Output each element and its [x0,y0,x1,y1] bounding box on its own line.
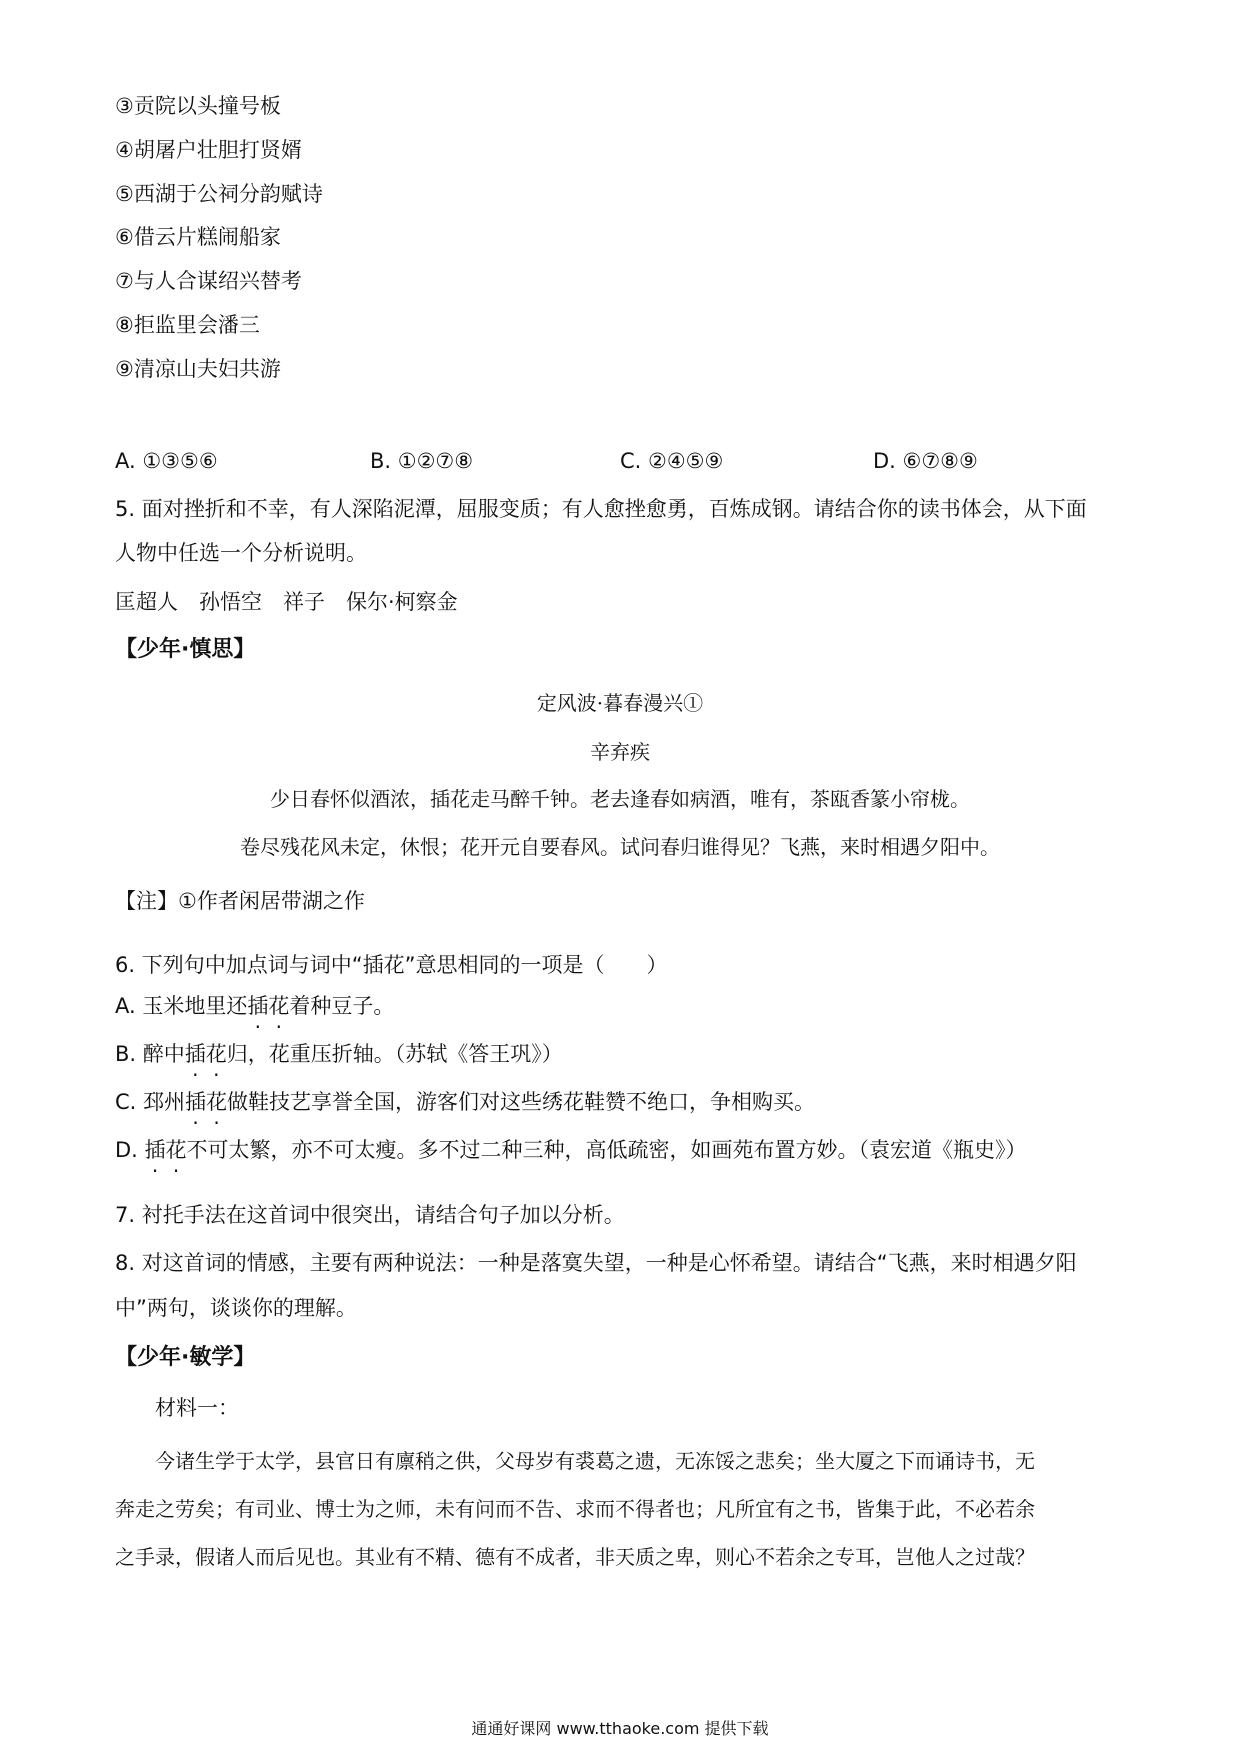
list-item: ⑤西湖于公祠分韵赋诗 [115,182,323,206]
list-item: ⑧拒监里会潘三 [115,313,260,337]
question-6-option-b[interactable] [115,1039,1130,1069]
dotted-word: 插 [184,1042,206,1066]
option-text: 做鞋技艺享誉全国，游客们对这些绣花鞋赞不绝口，争相购买。 [227,1090,816,1114]
dotted-word: 花 [165,1138,187,1162]
question-7: 7. 衬托手法在这首词中很突出，请结合句子加以分析。 [115,1203,625,1227]
dotted-word: 插 [247,994,269,1018]
option-text: A. 玉米地里还 [115,994,248,1018]
poem-line-1: 少日春怀似酒浓，插花走马醉千钟。老去逢春如病酒，唯有，茶瓯香篆小帘栊。 [270,787,970,811]
option-text: B. 醉中 [115,1042,185,1066]
question-5-line-1: 5. 面对挫折和不幸，有人深陷泥潭，屈服变质；有人愈挫愈勇，百炼成钢。请结合你的读书体会，从下面 [115,497,1087,521]
poem-line-2: 卷尽残花风未定，休恨；花开元自要春风。试问春归谁得见？飞燕，来时相遇夕阳中。 [240,835,1000,859]
material-label: 材料一： [155,1396,239,1420]
option-d[interactable]: D. ⑥⑦⑧⑨ [873,449,978,473]
list-item: ⑥借云片糕闹船家 [115,225,281,249]
dotted-word: 插 [144,1138,166,1162]
poem-note: 【注】①作者闲居带湖之作 [115,889,365,913]
option-text: 不可太繁，亦不可太瘦。多不过二种三种，高低疏密，如画苑布置方妙。（袁宏道《瓶史》） [186,1138,1027,1162]
question-6-option-d[interactable] [115,1135,1130,1165]
option-text: D. [115,1138,145,1162]
option-b[interactable]: B. ①②⑦⑧ [370,449,474,473]
question-5-line-2: 人物中任选一个分析说明。 [115,541,367,565]
material-line-3: 之手录，假诸人而后见也。其业有不精、德有不成者，非天质之卑，则心不若余之专耳，岂他人之过哉？ [115,1545,1035,1569]
material-line-2: 奔走之劳矣；有司业、博士为之师，未有问而不告、求而不得者也；凡所宜有之书，皆集于此，不必若余 [115,1497,1035,1521]
question-8-line-1: 8. 对这首词的情感，主要有两种说法：一种是落寞失望，一种是心怀希望。请结合“飞燕，来时相遇夕阳 [115,1251,1077,1275]
list-item: ④胡屠户壮胆打贤婿 [115,138,302,162]
option-text: 归，花重压折轴。（苏轼《答王巩》） [226,1042,563,1066]
question-5-people: 匡超人 孙悟空 祥子 保尔·柯察金 [115,590,458,614]
dotted-word: 花 [205,1042,227,1066]
list-item: ⑦与人合谋绍兴替考 [115,269,302,293]
option-text: 着种豆子。 [289,994,395,1018]
list-item: ③贡院以头撞号板 [115,94,281,118]
dotted-word: 花 [268,994,290,1018]
question-6-stem: 6. 下列句中加点词与词中“插花”意思相同的一项是（ ） [115,953,668,977]
material-line-1: 今诸生学于太学，县官日有廪稍之供，父母岁有裘葛之遗，无冻馁之悲矣；坐大厦之下而诵诗书，无 [155,1449,1035,1473]
section-title-shensi: 【少年·慎思】 [115,637,256,662]
question-6-option-c[interactable] [115,1087,1130,1117]
question-4-options [115,446,1125,476]
poem-title: 定风波·暮春漫兴① [536,691,704,715]
poem-author: 辛弃疾 [590,740,650,764]
dotted-word: 花 [206,1090,228,1114]
question-6-option-a[interactable] [115,991,1130,1021]
option-text: C. 邳州 [115,1090,186,1114]
question-8-line-2: 中”两句，谈谈你的理解。 [115,1296,357,1320]
option-c[interactable]: C. ②④⑤⑨ [620,449,724,473]
section-title-minxue: 【少年·敏学】 [115,1345,256,1370]
option-a[interactable]: A. ①③⑤⑥ [115,449,218,473]
dotted-word: 插 [185,1090,207,1114]
footer-source: 通通好课网 www.tthaoke.com 提供下载 [471,1719,769,1738]
list-item: ⑨清凉山夫妇共游 [115,357,281,381]
